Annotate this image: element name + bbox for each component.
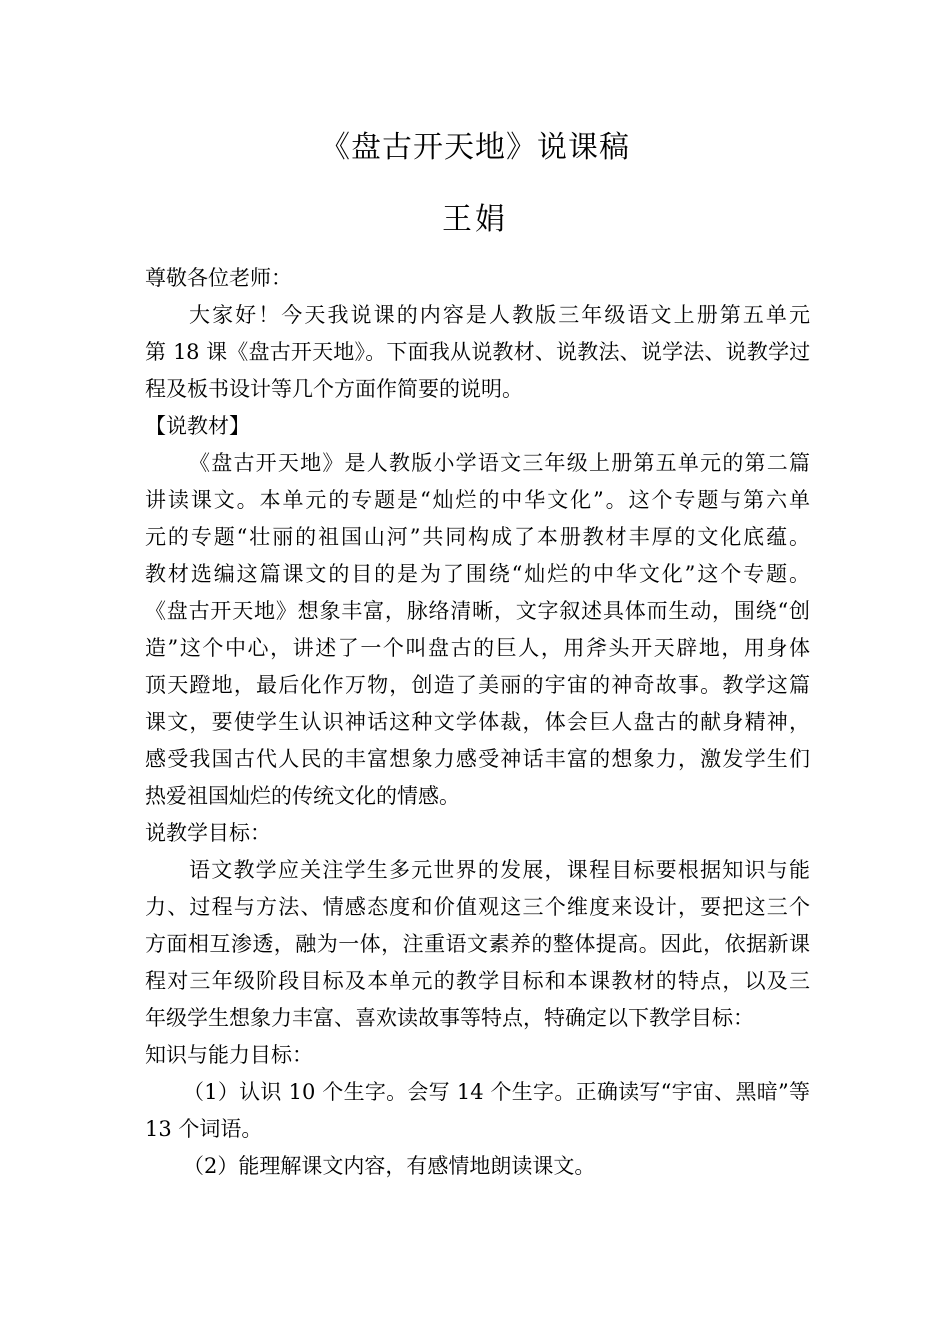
paragraph-line: 语文教学应关注学生多元世界的发展，课程目标要根据知识与能: [189, 858, 810, 882]
list-item: （1）认识 10 个生字。会写 14 个生字。正确读写“宇宙、黑暗”等: [183, 1080, 810, 1104]
salutation-line: 尊敬各位老师：: [145, 266, 292, 290]
paragraph-line: 感受我国古代人民的丰富想象力感受神话丰富的想象力，激发学生们: [145, 747, 810, 771]
paragraph-line: 《盘古开天地》是人教版小学语文三年级上册第五单元的第二篇: [189, 451, 810, 475]
paragraph-line: 讲读课文。本单元的专题是“灿烂的中华文化”。这个专题与第六单: [145, 488, 810, 512]
section-heading: 知识与能力目标：: [145, 1043, 313, 1067]
paragraph-line: 课文，要使学生认识神话这种文学体裁，体会巨人盘古的献身精神，: [145, 710, 810, 734]
section-heading: 【说教材】: [145, 414, 250, 438]
paragraph-line: 年级学生想象力丰富、喜欢读故事等特点，特确定以下教学目标：: [145, 1006, 754, 1030]
document-author: 王娟: [442, 202, 508, 237]
paragraph-line: 元的专题“壮丽的祖国山河”共同构成了本册教材丰厚的文化底蕴。: [145, 525, 810, 549]
document-body: [145, 260, 810, 1185]
section-heading: 说教学目标：: [145, 821, 271, 845]
paragraph-line: 热爱祖国灿烂的传统文化的情感。: [145, 784, 460, 808]
paragraph-line: 方面相互渗透，融为一体，注重语文素养的整体提高。因此，依据新课: [145, 932, 810, 956]
list-item: （2）能理解课文内容，有感情地朗读课文。: [183, 1154, 596, 1178]
list-item-continuation: 13 个词语。: [145, 1117, 263, 1141]
paragraph-line: 《盘古开天地》想象丰富，脉络清晰，文字叙述具体而生动，围绕“创: [145, 599, 810, 623]
paragraph-line: 力、过程与方法、情感态度和价值观这三个维度来设计，要把这三个: [145, 895, 810, 919]
paragraph-line: 程及板书设计等几个方面作简要的说明。: [145, 377, 523, 401]
paragraph-line: 顶天蹬地，最后化作万物，创造了美丽的宇宙的神奇故事。教学这篇: [145, 673, 810, 697]
paragraph-line: 造”这个中心，讲述了一个叫盘古的巨人，用斧头开天辟地，用身体: [145, 636, 810, 660]
paragraph-line: 大家好！今天我说课的内容是人教版三年级语文上册第五单元: [189, 303, 810, 327]
paragraph-line: 教材选编这篇课文的目的是为了围绕“灿烂的中华文化”这个专题。: [145, 562, 810, 586]
paragraph-line: 程对三年级阶段目标及本单元的教学目标和本课教材的特点，以及三: [145, 969, 810, 993]
paragraph-line: 第 18 课《盘古开天地》。下面我从说教材、说教法、说学法、说教学过: [145, 340, 810, 364]
document-title: 《盘古开天地》说课稿: [320, 130, 630, 165]
